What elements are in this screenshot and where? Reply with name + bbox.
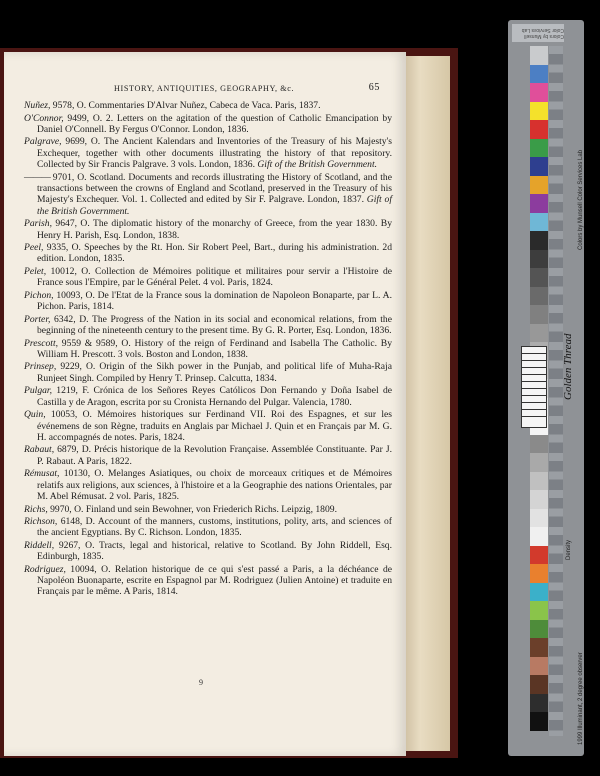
catalog-entries — [24, 100, 392, 599]
entry-text: 6148, D. Account of the manners, customs, institutions, polity, arts, and sciences of the ancient Egyptians. By C. Richson. London, 1835. — [37, 516, 392, 539]
book-page — [4, 52, 406, 756]
catalog-entry — [24, 314, 392, 337]
color-swatch — [530, 157, 548, 176]
color-swatch — [530, 83, 548, 102]
color-swatch — [530, 583, 548, 602]
color-swatch — [530, 194, 548, 213]
color-swatch — [530, 250, 548, 269]
color-swatch — [530, 139, 548, 158]
color-swatch — [530, 453, 548, 472]
brand-label: Golden Thread — [562, 333, 574, 400]
entry-text: 6879, D. Précis historique de la Revolution Française. Assemblée Constituante. Par J. P. Rabaut. A Paris, 1822. — [37, 444, 392, 467]
color-swatch — [530, 564, 548, 583]
color-swatch — [530, 65, 548, 84]
catalog-entry — [24, 361, 392, 384]
color-swatch — [530, 287, 548, 306]
entry-text: 9499, O. 2. Letters on the agitation of the question of Catholic Emancipation by Daniel O'Connell. By Fergus O'Connor. London, 1836. — [37, 112, 392, 135]
entry-author: Pulgar, — [24, 385, 52, 397]
entry-text: 9701, O. Scotland. Documents and records illustrating the History of Scotland, and the transactions between the crowns of England and Scotland, preserved in the Treasury of his Majesty's Exchequer. Vol. 1. Collected and edited by Sir F. Palgrave. London, 1837. — [37, 171, 392, 206]
strip-header — [512, 24, 564, 42]
entry-author: Prescott, — [24, 337, 59, 349]
color-swatch — [530, 324, 548, 343]
color-swatch — [530, 213, 548, 232]
color-swatch — [530, 694, 548, 713]
entry-author: Nuñez, — [24, 100, 51, 111]
strip-side-text: Colors by Munsell Color Services Lab — [578, 149, 584, 250]
entry-author: Quin, — [24, 409, 46, 421]
catalog-entry — [24, 172, 392, 217]
entry-text: 9647, O. The diplomatic history of the monarchy of Greece, from the year 1830. By Henry H. Parish, Esq. London, 1838. — [37, 218, 392, 241]
color-swatch — [530, 46, 548, 65]
density-scale — [549, 46, 563, 736]
entry-author: O'Connor, — [24, 112, 64, 124]
entry-text: 10093, O. De l'Etat de la France sous la domination de Napoleon Bonaparte, par L. A. Pichon. Paris, 1814. — [37, 289, 392, 313]
color-swatch — [530, 675, 548, 694]
color-swatch — [530, 268, 548, 287]
catalog-entry — [24, 409, 392, 443]
catalog-entry — [24, 338, 392, 361]
entry-author: Pichon, — [24, 289, 54, 301]
entry-author: Richson, — [24, 516, 58, 528]
color-swatch — [530, 620, 548, 639]
entry-author: ——— — [24, 171, 50, 183]
catalog-entry — [24, 504, 392, 515]
entry-text: 9970, O. Finland und sein Bewohner, von Friederich Richs. Leipzig, 1809. — [47, 503, 337, 515]
entry-text: 9335, O. Speeches by the Rt. Hon. Sir Robert Peel, Bart., during his administration. 2d edition. London, 1835. — [37, 242, 392, 265]
entry-author: Rémusat, — [24, 468, 60, 480]
color-swatch — [530, 601, 548, 620]
catalog-entry — [24, 290, 392, 313]
color-swatch — [530, 509, 548, 528]
mini-ruler — [521, 346, 547, 428]
entry-text: 9229, O. Origin of the Sikh power in the Punjab, and political life of Muha-Raja Runjeet Singh. Compiled by Henry T. Prinsep. Calcutta, 1834. — [37, 361, 392, 384]
entry-author: Prinsep, — [24, 361, 57, 373]
entry-text: 10012, O. Collection de Mémoires politique et militaires pour servir a l'Histoire de France sous l'Empire, par le Général Pelet. 4 vol. Paris, 1824. — [37, 265, 392, 289]
color-swatch — [530, 120, 548, 139]
catalog-entry — [24, 113, 392, 136]
catalog-entry — [24, 242, 392, 265]
entry-text: 9267, O. Tracts, legal and historical, relative to Scotland. By John Riddell, Esq. Edinburgh, 1835. — [37, 539, 392, 563]
entry-text: 9578, O. Commentaries D'Alvar Nuñez, Cabeca de Vaca. Paris, 1837. — [50, 100, 321, 111]
catalog-entry — [24, 516, 392, 539]
catalog-entry — [24, 444, 392, 467]
color-swatch — [530, 231, 548, 250]
running-head-title: HISTORY, ANTIQUITIES, GEOGRAPHY, &c. — [114, 84, 295, 93]
color-swatch — [530, 435, 548, 454]
entry-author: Richs, — [24, 503, 48, 515]
entry-author: Pelet, — [24, 265, 47, 277]
catalog-entry — [24, 540, 392, 563]
entry-text: 10094, O. Relation historique de ce qui s'est passé a Paris, a la déchéance de Napoléon Buonaparte, escrite en Espagnol par M. Rodriguez (Julien Antoine) et traduite en Français par le même. A Paris, 1814. — [37, 563, 392, 598]
color-swatch — [530, 102, 548, 121]
strip-illuminant-text: 1999 Illuminant, 2 degree observer — [578, 652, 584, 745]
entry-text: 10053, O. Mémoires historiques sur Ferdinand VII. Roi des Espagnes, et sur les événemens de son Règne, traduits en Anglais par Michael J. Quin et en Français par M. G. H. accompagnés de notes. Paris, 1824. — [37, 409, 392, 443]
catalog-entry — [24, 218, 392, 241]
color-swatch — [530, 546, 548, 565]
density-label: Density — [566, 539, 572, 560]
catalog-entry — [24, 468, 392, 502]
entry-gift-note: Gift of the British Government. — [257, 159, 378, 171]
strip-header-text: Colors by Munsell Color Services Lab — [521, 27, 564, 39]
color-swatch — [530, 712, 548, 731]
page-number: 65 — [368, 82, 380, 93]
entry-author: Rodriguez, — [24, 563, 66, 575]
entry-text: 10130, O. Melanges Asiatiques, ou choix de morceaux critiques et de Mémoires relatifs aux religions, aux sciences, à l'histoire et a la Geographie des nations Orientales, par M. Abel Rémusat. 2 vol. Paris, 1825. — [37, 468, 392, 502]
entry-author: Palgrave, — [24, 136, 62, 148]
printer-signature: 9 — [199, 678, 203, 687]
color-swatch — [530, 472, 548, 491]
entry-text: 9699, O. The Ancient Kalendars and Inventories of the Treasury of his Majesty's Exchequer, together with other documents illustrating the history of that repository. Collected by Sir Francis Palgrave. 3 vols. London, 1836. — [37, 136, 392, 171]
color-swatch — [530, 527, 548, 546]
catalog-entry — [24, 100, 392, 111]
entry-author: Riddell, — [24, 539, 55, 551]
entry-text: 6342, D. The Progress of the Nation in its social and economical relations, from the beginning of the nineteenth century to the present time. By G. R. Porter, Esq. London, 1836. — [37, 313, 392, 337]
page-edges — [400, 56, 450, 751]
entry-author: Peel, — [24, 242, 44, 254]
color-swatch — [530, 176, 548, 195]
color-swatch — [530, 305, 548, 324]
catalog-entry — [24, 136, 392, 170]
entry-gift-note: Gift of the British Government. — [37, 194, 392, 217]
entry-author: Porter, — [24, 313, 51, 325]
color-swatch — [530, 490, 548, 509]
entry-author: Parish, — [24, 218, 52, 230]
catalog-entry — [24, 385, 392, 408]
entry-text: 9559 & 9589, O. History of the reign of Ferdinand and Isabella The Catholic. By William H. Prescott. 3 vols. Boston and London, 1838. — [37, 337, 392, 360]
catalog-entry — [24, 564, 392, 598]
entry-text: 1219, F. Crónica de los Señores Reyes Católicos Don Fernando y Doña Isabel de Castilla y de Aragon, escrita por su Cronista Hernando del Pulgar. Valencia, 1780. — [37, 385, 392, 408]
catalog-entry — [24, 266, 392, 289]
color-swatch — [530, 638, 548, 657]
color-swatch — [530, 657, 548, 676]
entry-author: Rabaut, — [24, 444, 55, 456]
